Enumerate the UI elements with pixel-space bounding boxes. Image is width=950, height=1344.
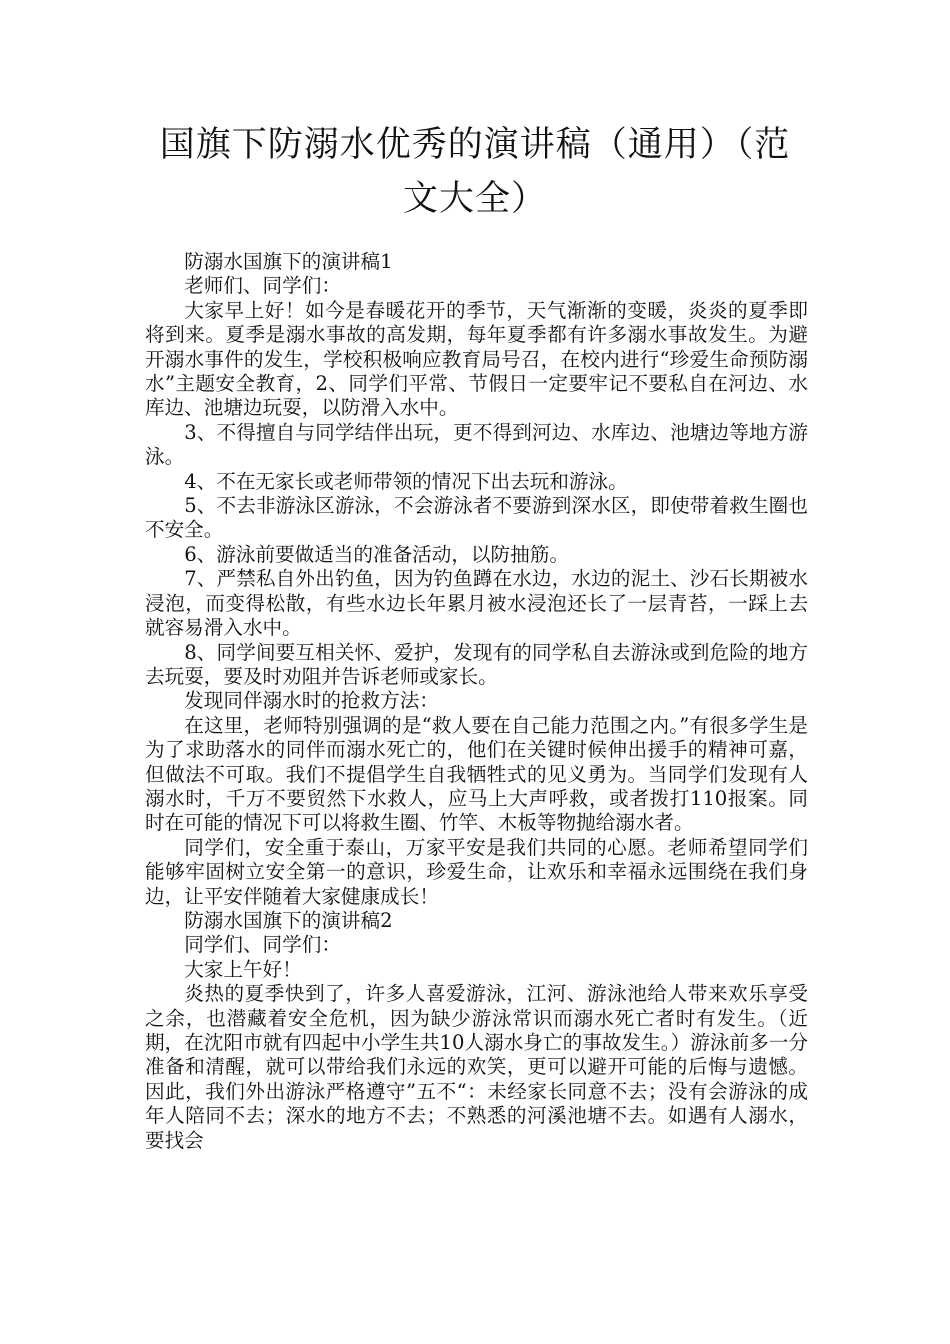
document-body (145, 250, 808, 1153)
document-title: 国旗下防溺水优秀的演讲稿（通用）（范文大全） (159, 125, 791, 219)
paragraph: 8、同学间要互相关怀、爱护，发现有的同学私自去游泳或到危险的地方去玩耍，要及时劝阻并告诉老师或家长。 (145, 640, 808, 688)
section-heading: 防溺水国旗下的演讲稿1 (184, 250, 393, 273)
paragraph: 3、不得擅自与同学结伴出玩，更不得到河边、水库边、池塘边等地方游泳。 (145, 420, 808, 469)
paragraph: 大家早上好！如今是春暖花开的季节，天气渐渐的变暖，炎炎的夏季即将到来。夏季是溺水事故的高发期，每年夏季都有许多溺水事故发生。为避开溺水事件的发生，学校积极响应教育局号召，在校内进行“珍爱生命预防溺水”主题安全教育，2、同学们平常、节假日一定要牢记不要私自在河边、水库边、池塘边玩耍，以防滑入水中。 (145, 298, 808, 420)
paragraph: 4、不在无家长或老师带领的情况下出去玩和游泳。 (184, 469, 628, 493)
paragraph: 6、游泳前要做适当的准备活动，以防抽筋。 (184, 542, 569, 566)
paragraph: 发现同伴溺水时的抢救方法： (184, 689, 439, 713)
paragraph: 7、严禁私自外出钓鱼，因为钓鱼蹲在水边，水边的泥土、沙石长期被水浸泡，而变得松散，有些水边长年累月被水浸泡还长了一层青苔，一踩上去就容易滑入水中。 (145, 567, 808, 640)
paragraph: 大家上午好！ (184, 957, 302, 981)
salutation: 同学们、同学们： (184, 933, 341, 957)
paragraph: 5、不去非游泳区游泳，不会游泳者不要游到深水区，即使带着救生圈也不安全。 (145, 494, 808, 542)
paragraph: 在这里，老师特别强调的是“救人要在自己能力范围之内。”有很多学生是为了求助落水的同伴而溺水死亡的，他们在关键时候伸出援手的精神可嘉，但做法不可取。我们不提倡学生自我牺牲式的见义勇为。当同学们发现有人溺水时，千万不要贸然下水救人，应马上大声呼救，或者拨打110报案。同时在可能的情况下可以将救生圈、竹竿、木板等物抛给溺水者。 (145, 713, 808, 835)
section-heading: 防溺水国旗下的演讲稿2 (184, 908, 393, 932)
salutation: 老师们、同学们： (184, 274, 341, 298)
paragraph: 炎热的夏季快到了，许多人喜爱游泳，江河、游泳池给人带来欢乐享受之余，也潜藏着安全危机，因为缺少游泳常识而溺水死亡者时有发生。（近期，在沈阳市就有四起中小学生共10人溺水身亡的事故发生。）游泳前多一分准备和清醒，就可以带给我们永远的欢笑，更可以避开可能的后悔与遗憾。因此，我们外出游泳严格遵守”五不“：未经家长同意不去；没有会游泳的成年人陪同不去；深水的地方不去；不熟悉的河溪池塘不去。如遇有人溺水，要找会 (145, 982, 808, 1152)
paragraph: 同学们，安全重于泰山，万家平安是我们共同的心愿。老师希望同学们能够牢固树立安全第一的意识，珍爱生命，让欢乐和幸福永远围绕在我们身边，让平安伴随着大家健康成长！ (145, 835, 808, 908)
